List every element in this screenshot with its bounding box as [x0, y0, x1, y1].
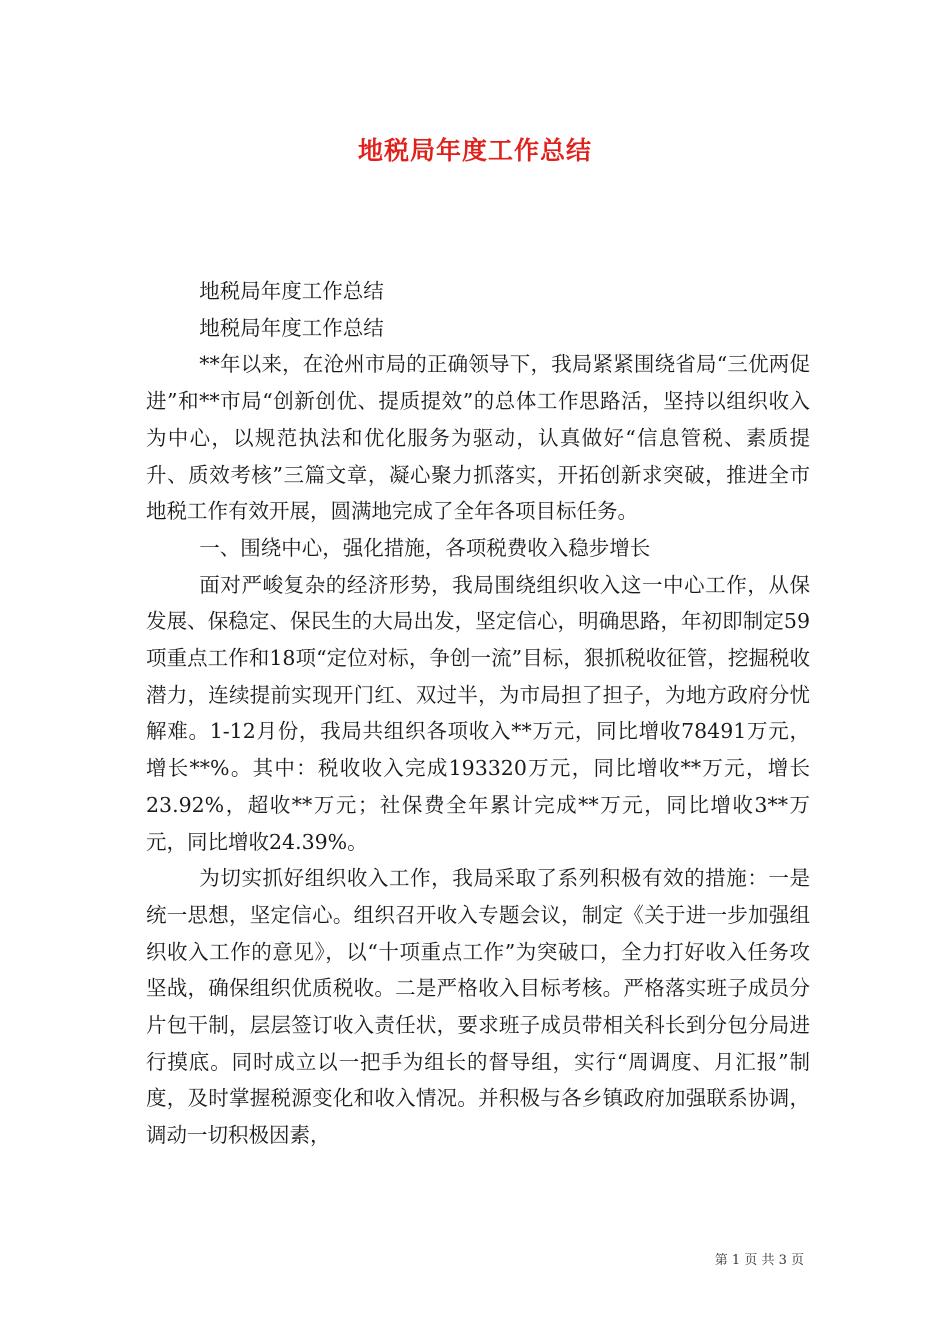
paragraph-heading-1: 地税局年度工作总结	[199, 279, 384, 303]
document-body	[146, 273, 810, 1154]
paragraph-measures: 为切实抓好组织收入工作，我局采取了系列积极有效的措施：一是统一思想，坚定信心。组织召开收入专题会议，制定《关于进一步加强组织收入工作的意见》，以“十项重点工作”为突破口，全力打好收入任务攻坚战，确保组织优质税收。二是严格收入目标考核。严格落实班子成员分片包干制，层层签订收入责任状，要求班子成员带相关科长到分包分局进行摸底。同时成立以一把手为组长的督导组，实行“周调度、月汇报”制度，及时掌握税源变化和收入情况。并积极与各乡镇政府加强联系协调，调动一切积极因素，	[146, 866, 810, 1148]
section-heading-1: 一、围绕中心，强化措施，各项税费收入稳步增长	[199, 535, 651, 560]
page-number: 第 1 页 共 3 页	[714, 1253, 804, 1268]
paragraph-intro: **年以来，在沧州市局的正确领导下，我局紧紧围绕省局“三优两促进”和**市局“创新创优、提质提效”的总体工作思路活，坚持以组织收入为中心，以规范执法和优化服务为驱动，认真做好“信息管税、素质提升、质效考核”三篇文章，凝心聚力抓落实，开拓创新求突破，推进全市地税工作有效开展，圆满地完成了全年各项目标任务。	[146, 352, 810, 524]
paragraph-revenue: 面对严峻复杂的经济形势，我局围绕组织收入这一中心工作，从保发展、保稳定、保民生的大局出发，坚定信心，明确思路，年初即制定59项重点工作和18项“定位对标，争创一流”目标，狠抓税收征管，挖掘税收潜力，连续提前实现开门红、双过半，为市局担了担子，为地方政府分忧解难。1-12月份，我局共组织各项收入**万元，同比增收78491万元，增长**%。其中：税收收入完成193320万元，同比增收**万元，增长23.92%，超收**万元；社保费全年累计完成**万元，同比增收3**万元，同比增收24.39%。	[146, 572, 810, 854]
document-title: 地税局年度工作总结	[357, 136, 592, 165]
paragraph-heading-2: 地税局年度工作总结	[199, 315, 384, 340]
